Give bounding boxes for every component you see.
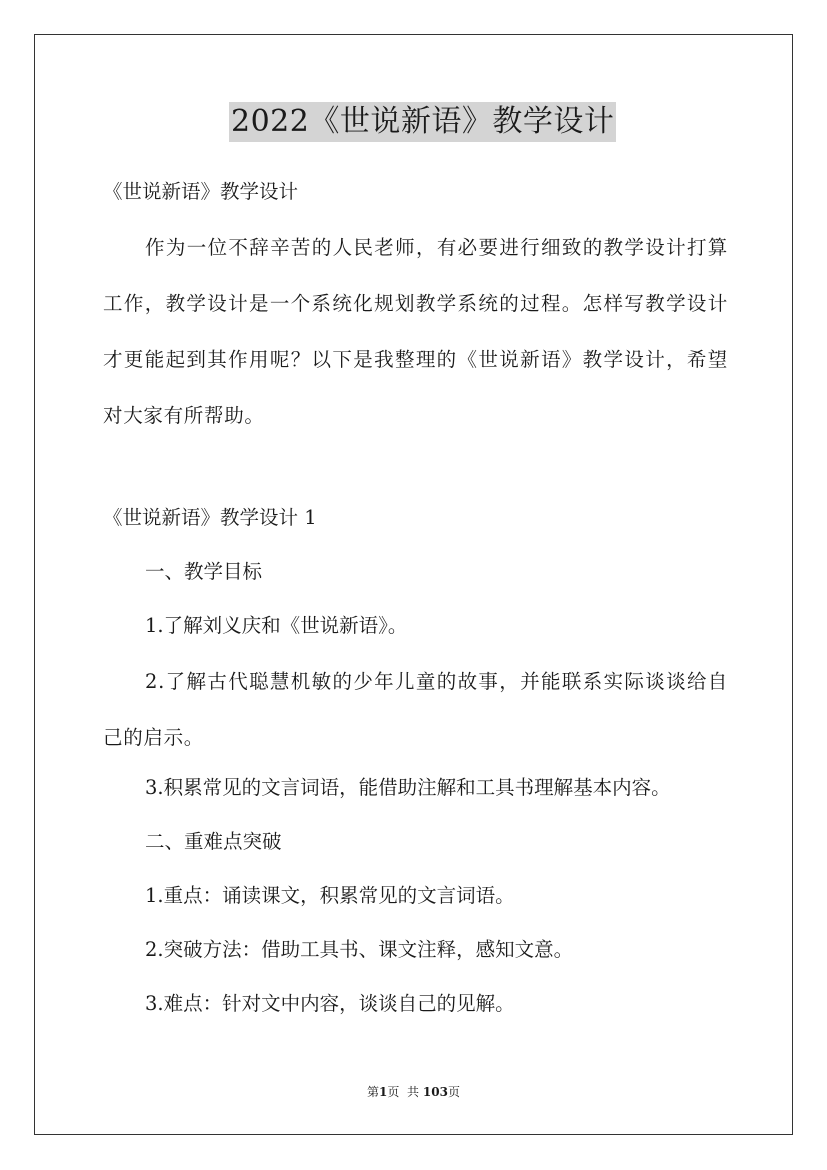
document-title: 2022《世说新语》教学设计 [229,102,616,142]
goal-item-1: 1.了解刘义庆和《世说新语》。 [145,614,408,637]
key-point-1: 1.重点：诵读课文，积累常见的文言词语。 [145,884,515,907]
intro-paragraph: 作为一位不辞辛苦的人民老师，有必要进行细致的教学设计打算工作，教学设计是一个系统化规划教学系统的过程。怎样写教学设计才更能起到其作用呢？以下是我整理的《世说新语》教学设计，希望对大家有所帮助。 [103,236,728,427]
document-subtitle: 《世说新语》教学设计 [103,180,299,203]
footer-total-suffix: 页 [447,1085,460,1099]
page-footer [0,1084,827,1100]
key-point-3: 3.难点：针对文中内容，谈谈自己的见解。 [145,992,515,1015]
footer-page-number: 1 [379,1085,388,1099]
key-point-2: 2.突破方法：借助工具书、课文注释，感知文意。 [145,938,574,961]
footer-total-pages: 103 [422,1085,448,1099]
goals-heading: 一、教学目标 [145,560,263,583]
footer-page-suffix: 页 [387,1085,400,1099]
footer-total-prefix: 共 [407,1085,420,1099]
key-points-heading: 二、重难点突破 [145,830,282,853]
goal-item-2: 2.了解古代聪慧机敏的少年儿童的故事，并能联系实际谈谈给自己的启示。 [103,670,728,749]
footer-page-prefix: 第 [367,1085,380,1099]
section-heading: 《世说新语》教学设计 1 [103,506,317,529]
goal-item-3: 3.积累常见的文言词语，能借助注解和工具书理解基本内容。 [145,776,671,799]
